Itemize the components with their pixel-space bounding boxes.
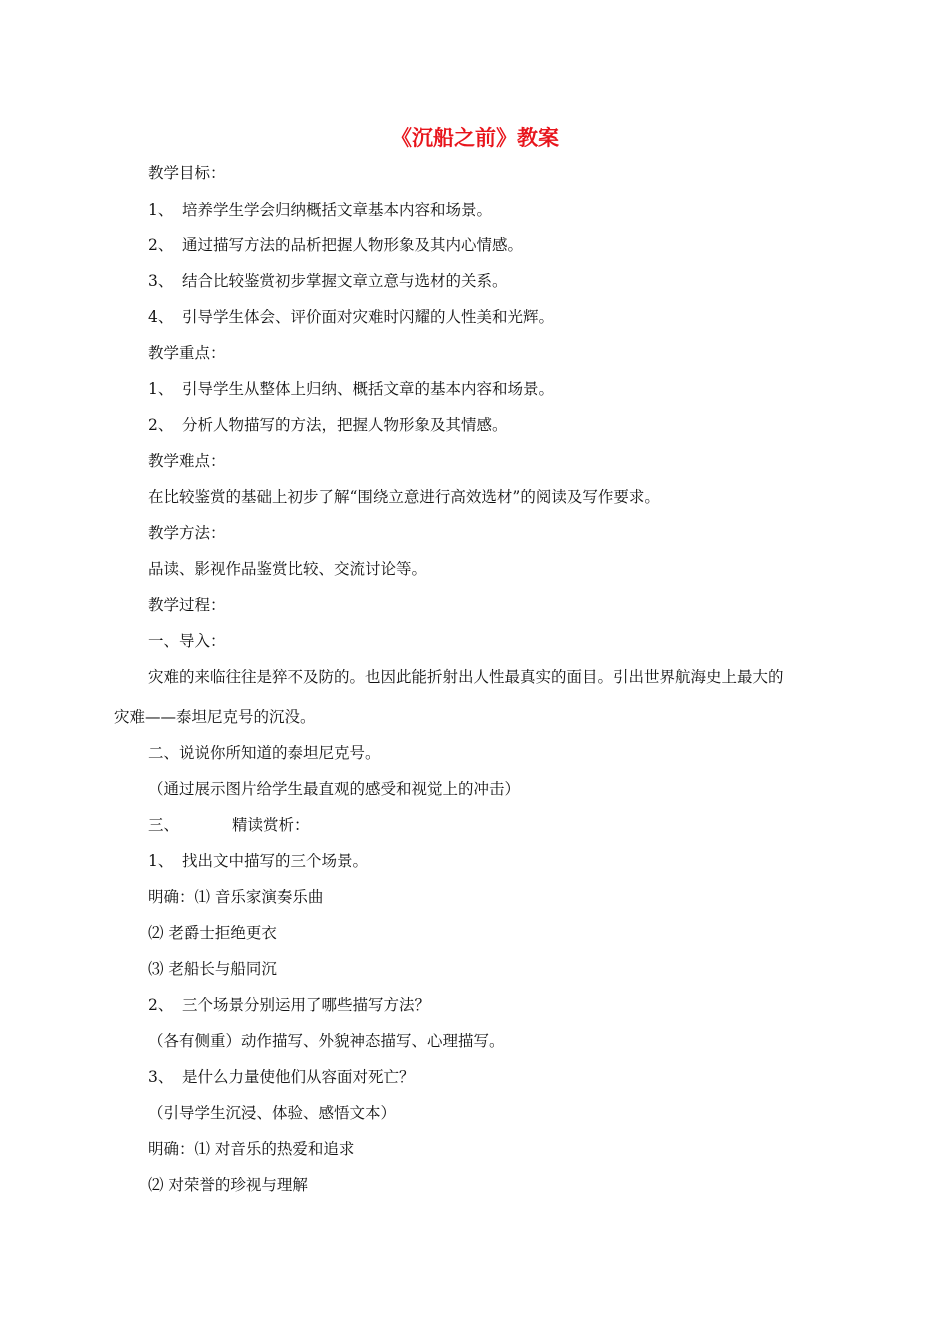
- item-text: 精读赏析：: [232, 816, 310, 834]
- item-number: 3、: [148, 272, 174, 290]
- paragraph-line-continued: 灾难——泰坦尼克号的沉没。: [114, 708, 316, 726]
- answer-line: 明确：⑴ 音乐家演奏乐曲: [148, 888, 324, 906]
- item-text: 引导学生体会、评价面对灾难时闪耀的人性美和光辉。: [182, 308, 555, 326]
- document-title: 《沉船之前》教案: [391, 126, 559, 150]
- item-text: 通过描写方法的品析把握人物形象及其内心情感。: [182, 236, 524, 254]
- answer-line: 明确：⑴ 对音乐的热爱和追求: [148, 1140, 355, 1158]
- item-number: 2、: [148, 996, 174, 1014]
- item-number: 2、: [148, 416, 174, 434]
- item-text: 分析人物描写的方法，把握人物形象及其情感。: [182, 416, 508, 434]
- key-point-item-2: [148, 415, 508, 435]
- item-number: 1、: [148, 380, 174, 398]
- item-text: 三个场景分别运用了哪些描写方法？: [182, 996, 431, 1014]
- goal-item-3: [148, 271, 508, 291]
- item-text: 培养学生学会归纳概括文章基本内容和场景。: [182, 201, 493, 219]
- item-number: 4、: [148, 308, 174, 326]
- answer-line: ⑵ 对荣誉的珍视与理解: [148, 1176, 308, 1194]
- item-text: 引导学生从整体上归纳、概括文章的基本内容和场景。: [182, 380, 555, 398]
- question-item-2: [148, 995, 430, 1015]
- question-item-1: [148, 851, 368, 871]
- section-heading-difficulties: 教学难点：: [148, 452, 226, 470]
- item-text: 结合比较鉴赏初步掌握文章立意与选材的关系。: [182, 272, 508, 290]
- section-heading-key-points: 教学重点：: [148, 344, 226, 362]
- answer-line: （各有侧重）动作描写、外貌神态描写、心理描写。: [148, 1032, 505, 1050]
- question-item-3: [148, 1067, 415, 1087]
- goal-item-2: [148, 235, 523, 255]
- item-number: 三、: [148, 816, 180, 834]
- section-heading-methods: 教学方法：: [148, 524, 226, 542]
- methods-text: 品读、影视作品鉴赏比较、交流讨论等。: [148, 560, 428, 578]
- item-number: 3、: [148, 1068, 174, 1086]
- goal-item-1: [148, 200, 492, 220]
- item-text: 找出文中描写的三个场景。: [182, 852, 369, 870]
- paragraph-line: 灾难的来临往往是猝不及防的。也因此能折射出人性最真实的面目。引出世界航海史上最大的: [148, 668, 784, 686]
- process-note: （引导学生沉浸、体验、感悟文本）: [148, 1104, 397, 1122]
- difficulty-text: 在比较鉴赏的基础上初步了解“围绕立意进行高效选材”的阅读及写作要求。: [148, 488, 660, 506]
- answer-line: ⑶ 老船长与船同沉: [148, 960, 277, 978]
- item-number: 1、: [148, 201, 174, 219]
- key-point-item-1: [148, 379, 554, 399]
- item-number: 2、: [148, 236, 174, 254]
- item-number: 1、: [148, 852, 174, 870]
- process-step-intro: 一、导入：: [148, 632, 226, 650]
- goal-item-4: [148, 307, 554, 327]
- section-heading-goals: 教学目标：: [148, 164, 226, 182]
- answer-line: ⑵ 老爵士拒绝更衣: [148, 924, 277, 942]
- process-note: （通过展示图片给学生最直观的感受和视觉上的冲击）: [148, 780, 521, 798]
- item-text: 是什么力量使他们从容面对死亡？: [182, 1068, 415, 1086]
- process-step-3: [148, 815, 310, 835]
- process-step-2: 二、说说你所知道的泰坦尼克号。: [148, 744, 381, 762]
- section-heading-process: 教学过程：: [148, 596, 226, 614]
